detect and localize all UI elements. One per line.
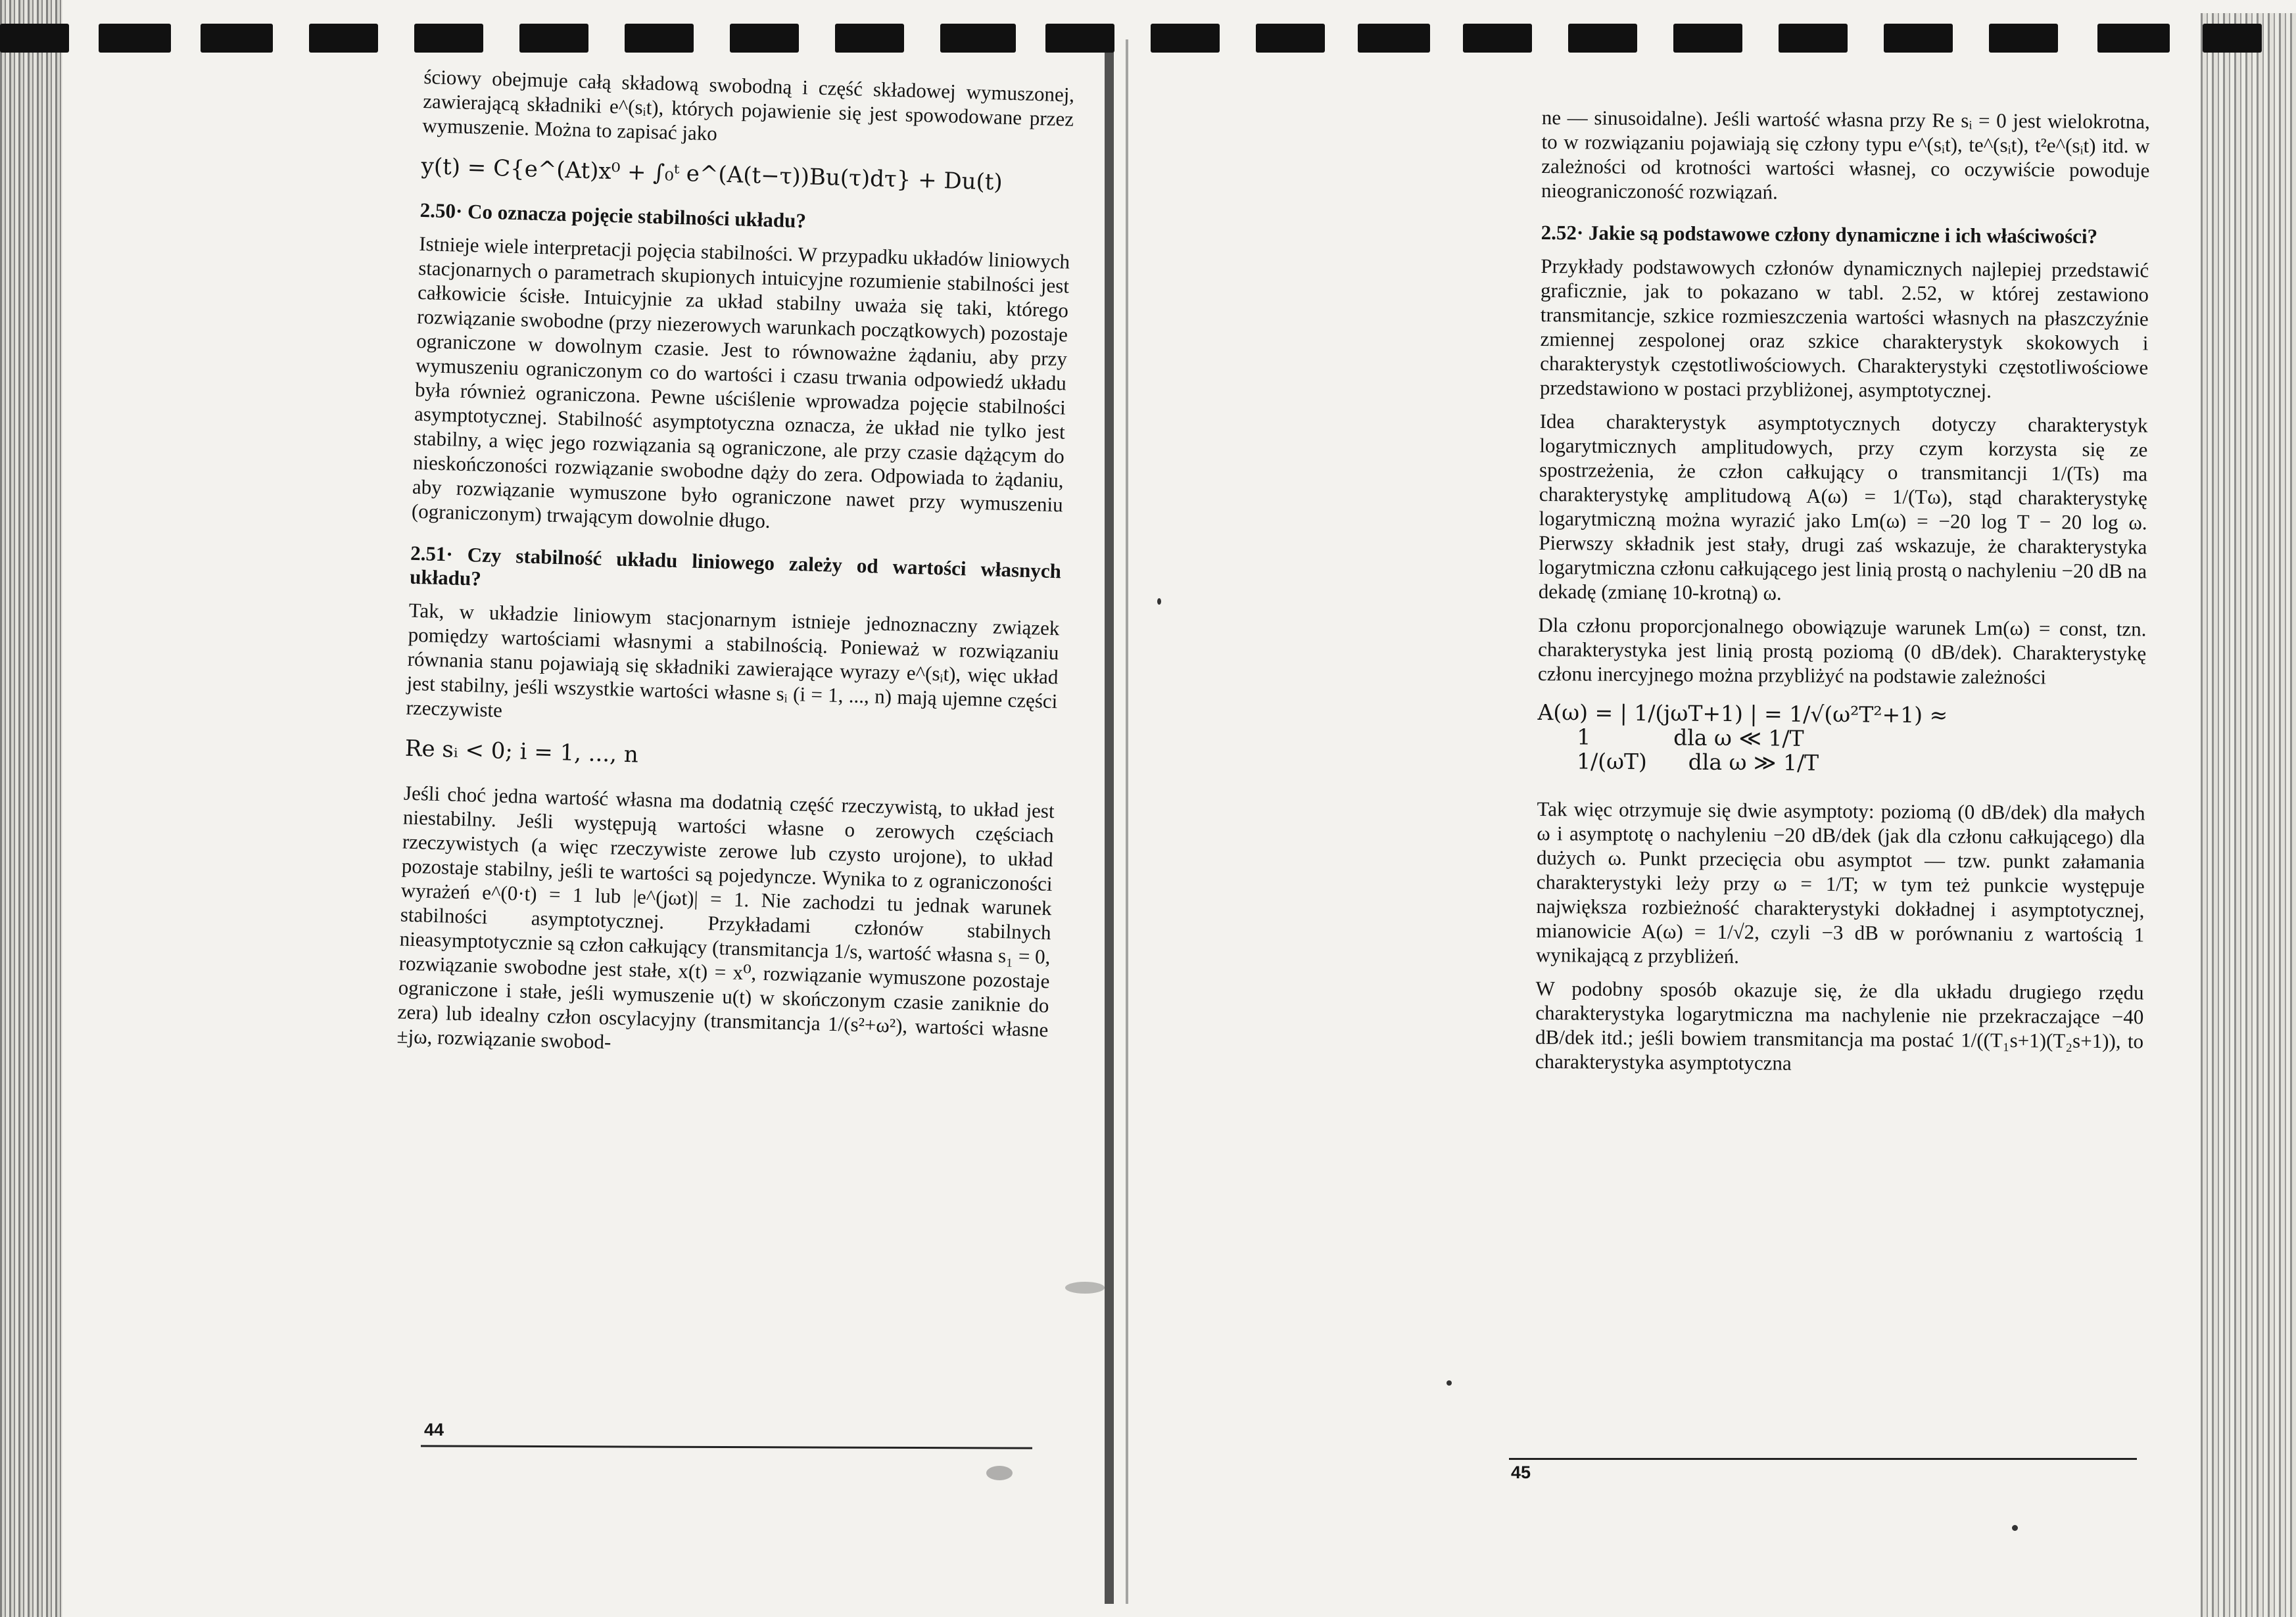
question-2-50-text: Istnieje wiele interpretacji pojęcia stabilności. W przypadku układów liniowych stacjonarnych o parametrach skupionych intuicyjne rozumienie stabilności jest całkowicie ścisłe. Intuicyjnie za układ stabilny uważa się taki, którego rozwiązanie swobodne (przy niezerowych warunkach początkowych) pozostaje ograniczone w dowolnym czasie. Jest to równoważne żądaniu, aby przy wymuszeniu ograniczonym co do wartości i czasu trwania odpowiedź układu była również ograniczona. Pewne uściślenie wprowadza pojęcie stabilności asymptotycznej. Stabilność asymptotyczna oznacza, że układ nie tylko jest stabilny, a więc jego rozwiązania są ograniczone, ale przy czasie dążącym do nieskończoności rozwiązanie swobodne dąży do zera. Odpowiada to żądaniu, aby rozwiązanie wymuszone było ograniczone nawet przy wymuszeniu (ograniczonym) trwającym dowolnie długo.	[411, 231, 1070, 532]
question-2-52-paragraph-4: Tak więc otrzymuje się dwie asymptoty: poziomą (0 dB/dek) dla małych ω i asymptotę o nachyleniu −20 dB/dek (jak dla członu całkującego) dla dużych ω. Punkt przecięcia obu asymptot — tzw. punkt załamania charakterystyki leży przy ω = 1/T; w tym też punkcie występuje największa rozbieżność charakterystyki dokładnej i asymptotycznej, mianowicie A(ω) = 1/√2, czyli −3 dB w porównaniu z wartością 1 wynikającą z przybliżeń.	[1535, 797, 2145, 968]
question-2-50-title: 2.50· Co oznacza pojęcie stabilności układu?	[419, 198, 807, 233]
scan-top-bars	[0, 24, 2296, 57]
left-intro: ściowy obejmuje całą składową swobodną i część składowej wymuszonej, zawierającą składniki e^(sᵢt), których pojawienie się jest spowodowane przez wymuszenie. Można to zapisać jako	[421, 64, 1075, 145]
right-footer-rule	[1509, 1458, 2137, 1460]
inertial-amplitude-formula	[1537, 700, 2146, 777]
book-gutter-shadow	[1126, 39, 1128, 1604]
question-2-51-title: 2.51· Czy stabilność układu liniowego zależy od wartości własnych układu?	[409, 541, 1062, 590]
book-gutter	[1105, 26, 1114, 1604]
scan-speck	[2012, 1525, 2018, 1531]
scan-edge-left	[0, 0, 62, 1617]
scan-speck	[1157, 598, 1161, 605]
question-2-51-text: Tak, w układzie liniowym stacjonarnym istnieje jednoznaczny związek pomiędzy wartościami własnymi a stabilnością. Ponieważ w rozwiązaniu równania stanu pojawiają się składniki zawierające wyrazy e^(sᵢt), więc układ jest stabilny, jeśli wszystkie wartości własne sᵢ (i = 1, ..., n) mają ujemne części rzeczywiste	[406, 598, 1060, 722]
scan-speck	[1447, 1380, 1452, 1386]
right-page	[1535, 105, 2150, 1087]
scan-edge-right	[2201, 13, 2296, 1617]
scan-speck	[1065, 1282, 1105, 1294]
question-2-52-paragraph-2: Idea charakterystyk asymptotycznych dotyczy charakterystyk logarytmicznych amplitudowych, przy czym korzysta się ze spostrzeżenia, że człon całkujący o transmitancji 1/(Ts) ma charakterystykę amplitudową A(ω) = 1/(Tω), stąd charakterystykę logarytmiczną można wyrazić jako Lm(ω) = −20 log T − 20 log ω. Pierwszy składnik jest stały, drugi zaś wskazuje, że charakterystyka logarytmiczna członu całkującego jest linią prostą o nachyleniu −20 dB na dekadę (zmianę 10-krotną) ω.	[1538, 409, 2148, 605]
state-solution-formula: y(t) = C{e^(At)x⁰ + ∫₀ᵗ e^(A(t−τ))Bu(τ)dτ} + Du(t)	[421, 152, 1003, 196]
scan-speck	[986, 1466, 1013, 1480]
question-2-52-title: 2.52· Jakie są podstawowe człony dynamiczne i ich właściwości?	[1541, 220, 2098, 248]
left-page-number: 44	[424, 1420, 444, 1440]
left-page	[396, 64, 1075, 1075]
question-2-52-paragraph-3: Dla członu proporcjonalnego obowiązuje warunek Lm(ω) = const, tzn. charakterystyka jest linią prostą poziomą (0 dB/dek). Charakterystykę członu inercyjnego można przybliżyć na podstawie zależności	[1537, 613, 2147, 689]
question-2-51-continuation: Jeśli choć jedna wartość własna ma dodatnią część rzeczywistą, to układ jest niestabilny. Jeśli występują wartości własne o zerowych częściach rzeczywistych (a więc rzeczywiste zerowe lub czysto urojone), to układ pozostaje stabilny, jeśli te wartości są pojedyncze. Wynika to z ograniczoności wyrażeń e^(0·t) = 1 lub |e^(jωt)| = 1. Nie zachodzi tu jednak warunek stabilności asymptotycznej. Przykładami członów stabilnych nieasymptotycznie są człon całkujący (transmitancja 1/s, wartość własna s₁ = 0, rozwiązanie swobodne jest stałe, x(t) = x⁰, rozwiązanie wymuszone pozostaje ograniczone i stałe, jeśli wymuszenie u(t) w skończonym czasie zaniknie do zera) lub idealny człon oscylacyjny (transmitancja 1/(s²+ω²), wartości własne ±jω, rozwiązanie swobod-	[396, 781, 1055, 1054]
formula-case-high: 1/(ωT) dla ω ≫ 1/T	[1576, 748, 1819, 776]
question-2-52-paragraph-5: W podobny sposób okazuje się, że dla układu drugiego rzędu charakterystyka logarytmiczna ma nachylenie nie przekraczające −40 dB/dek itd.; jeśli bowiem transmitancja ma postać 1/((T₁s+1)(T₂s+1)), to charakterystyka asymptotyczna	[1535, 976, 2144, 1075]
formula-lhs: A(ω) = | 1/(jωT+1) | = 1/√(ω²T²+1) ≈	[1537, 699, 1948, 728]
formula-case-low: 1 dla ω ≪ 1/T	[1577, 724, 1804, 751]
question-2-52-paragraph-1: Przykłady podstawowych członów dynamicznych najlepiej przedstawić graficznie, jak to pokazano w tabl. 2.52, w której zestawiono transmitancje, szkice rozmieszczenia wartości własnych na płaszczyźnie zmiennej zespolonej oraz szkice charakterystyk skokowych i charakterystyk częstotliwościowych. Charakterystyki częstotliwościowe przedstawiono w postaci przybliżonej, asymptotycznej.	[1539, 254, 2149, 402]
right-page-number: 45	[1511, 1463, 1531, 1482]
left-footer-rule	[421, 1445, 1032, 1449]
stability-condition: Re sᵢ < 0; i = 1, ..., n	[404, 735, 639, 768]
right-intro: ne — sinusoidalne). Jeśli wartość własna przy Re sᵢ = 0 jest wielokrotna, to w rozwiązaniu pojawiają się człony typu e^(sᵢt), te^(sᵢt), t²e^(sᵢt) itd. w zależności od krotności wartości własnej, co oczywiście powoduje nieograniczoność rozwiązań.	[1541, 105, 2150, 204]
